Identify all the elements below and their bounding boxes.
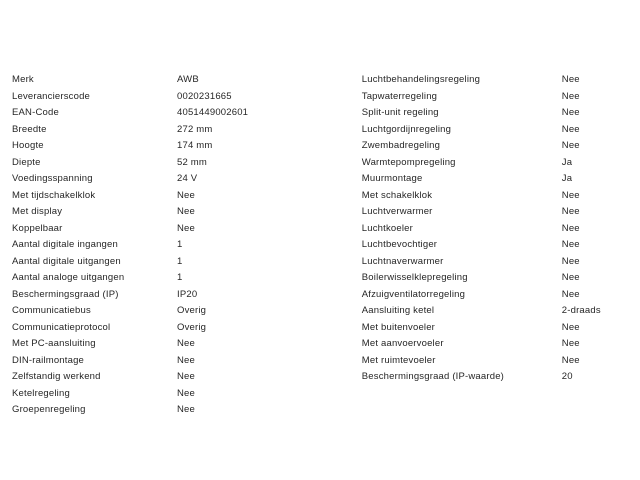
spec-label: Met display	[12, 206, 63, 217]
spec-label: DIN-railmontage	[12, 354, 85, 366]
spec-label: Luchtnaverwarmer	[361, 255, 444, 267]
spec-label: Hoogte	[12, 140, 44, 151]
spec-label: EAN-Code	[12, 107, 59, 118]
spec-row	[12, 221, 326, 238]
spec-label: Aansluiting ketel	[361, 305, 435, 316]
spec-label: Zwembadregeling	[361, 140, 441, 151]
spec-label: Ketelregeling	[12, 387, 70, 399]
spec-label: Luchtbehandelingsregeling	[361, 74, 481, 85]
spec-label: Luchtverwarmer	[361, 206, 433, 217]
spec-value: Nee	[177, 206, 195, 217]
spec-row	[12, 171, 326, 188]
spec-value: 4051449002601	[177, 107, 249, 118]
spec-row	[362, 122, 622, 139]
spec-row	[12, 320, 326, 337]
spec-value: Nee	[177, 404, 195, 415]
spec-row	[362, 270, 622, 287]
spec-label: Warmtepompregeling	[361, 156, 456, 168]
spec-value: AWB	[177, 74, 199, 85]
spec-row	[12, 105, 326, 122]
spec-label: Beschermingsgraad (IP-waarde)	[361, 371, 505, 382]
spec-label: Boilerwisselklepregeling	[361, 272, 468, 283]
spec-row	[12, 353, 326, 370]
spec-label: Met tijdschakelklok	[12, 189, 96, 201]
spec-value: Nee	[561, 123, 580, 135]
spec-label: Beschermingsgraad (IP)	[12, 288, 119, 300]
spec-value: Ja	[561, 156, 573, 168]
specification-column-right	[326, 72, 622, 386]
spec-label: Aantal analoge uitgangen	[12, 272, 125, 283]
spec-label: Met buitenvoeler	[361, 321, 436, 333]
spec-label: Zelfstandig werkend	[12, 371, 101, 382]
spec-row	[362, 155, 622, 172]
spec-row	[12, 369, 326, 386]
spec-label: Koppelbaar	[12, 222, 63, 234]
spec-value: 52 mm	[177, 156, 207, 168]
spec-row	[362, 105, 622, 122]
spec-row	[362, 353, 622, 370]
spec-row	[362, 221, 622, 238]
spec-value: Overig	[177, 305, 207, 316]
spec-value: Nee	[561, 288, 580, 300]
spec-row	[362, 138, 622, 155]
spec-label: Breedte	[12, 123, 47, 135]
spec-row	[12, 237, 326, 254]
spec-value: Nee	[561, 140, 580, 151]
spec-value: Nee	[561, 222, 580, 234]
spec-row	[12, 270, 326, 287]
spec-value: Nee	[561, 206, 580, 217]
spec-value: Nee	[561, 272, 580, 283]
spec-row	[12, 402, 326, 419]
spec-label: Merk	[12, 74, 34, 85]
spec-label: Luchtkoeler	[361, 222, 413, 234]
spec-label: Communicatiebus	[12, 305, 91, 316]
spec-value: Nee	[177, 222, 195, 234]
spec-row	[12, 204, 326, 221]
spec-row	[12, 254, 326, 271]
spec-label: Met schakelklok	[361, 189, 433, 201]
spec-label: Diepte	[12, 156, 41, 168]
spec-value: 0020231665	[177, 90, 232, 102]
spec-label: Met PC-aansluiting	[12, 338, 96, 349]
spec-value: 1	[177, 239, 183, 250]
spec-row	[362, 303, 622, 320]
spec-label: Luchtgordijnregeling	[361, 123, 452, 135]
spec-label: Aantal digitale ingangen	[12, 239, 118, 250]
spec-label: Afzuigventilatorregeling	[361, 288, 466, 300]
spec-row	[12, 122, 326, 139]
spec-value: 24 V	[177, 173, 198, 184]
spec-value: Nee	[561, 338, 580, 349]
spec-label: Met ruimtevoeler	[361, 354, 436, 366]
spec-value: Overig	[177, 321, 207, 333]
spec-row	[12, 155, 326, 172]
spec-row	[362, 369, 622, 386]
spec-label: Leverancierscode	[12, 90, 91, 102]
spec-value: 174 mm	[177, 140, 213, 151]
spec-row	[12, 386, 326, 403]
spec-row	[362, 336, 622, 353]
specification-columns	[12, 72, 622, 419]
spec-row	[362, 188, 622, 205]
spec-row	[12, 287, 326, 304]
spec-label: Met aanvoervoeler	[361, 338, 444, 349]
spec-row	[12, 303, 326, 320]
spec-value: Nee	[561, 189, 580, 201]
spec-row	[362, 237, 622, 254]
spec-label: Groepenregeling	[12, 404, 86, 415]
spec-value: 1	[177, 272, 183, 283]
spec-value: 20	[561, 371, 573, 382]
spec-value: Nee	[561, 239, 580, 250]
spec-row	[12, 89, 326, 106]
spec-label: Split-unit regeling	[361, 107, 439, 118]
spec-row	[362, 320, 622, 337]
spec-label: Tapwaterregeling	[361, 90, 438, 102]
spec-value: Nee	[561, 321, 580, 333]
spec-value: 272 mm	[177, 123, 213, 135]
spec-row	[12, 336, 326, 353]
spec-value: Nee	[177, 189, 195, 201]
spec-value: Ja	[561, 173, 573, 184]
spec-row	[362, 254, 622, 271]
specification-column-left	[12, 72, 326, 419]
spec-value: IP20	[177, 288, 198, 300]
spec-row	[12, 138, 326, 155]
spec-label: Luchtbevochtiger	[361, 239, 438, 250]
spec-value: Nee	[561, 107, 580, 118]
spec-value: Nee	[561, 255, 580, 267]
spec-value: Nee	[177, 338, 195, 349]
spec-label: Communicatieprotocol	[12, 321, 111, 333]
spec-row	[362, 287, 622, 304]
spec-row	[362, 89, 622, 106]
spec-row	[362, 204, 622, 221]
spec-row	[362, 171, 622, 188]
spec-row	[12, 188, 326, 205]
spec-value: Nee	[561, 74, 580, 85]
spec-value: Nee	[177, 371, 195, 382]
spec-label: Muurmontage	[361, 173, 423, 184]
spec-value: 1	[177, 255, 183, 267]
spec-row	[12, 72, 326, 89]
spec-value: Nee	[561, 354, 580, 366]
spec-value: Nee	[561, 90, 580, 102]
spec-value: 2-draads	[561, 305, 601, 316]
spec-value: Nee	[177, 387, 195, 399]
spec-label: Voedingsspanning	[12, 173, 93, 184]
spec-row	[362, 72, 622, 89]
spec-label: Aantal digitale uitgangen	[12, 255, 121, 267]
spec-value: Nee	[177, 354, 195, 366]
